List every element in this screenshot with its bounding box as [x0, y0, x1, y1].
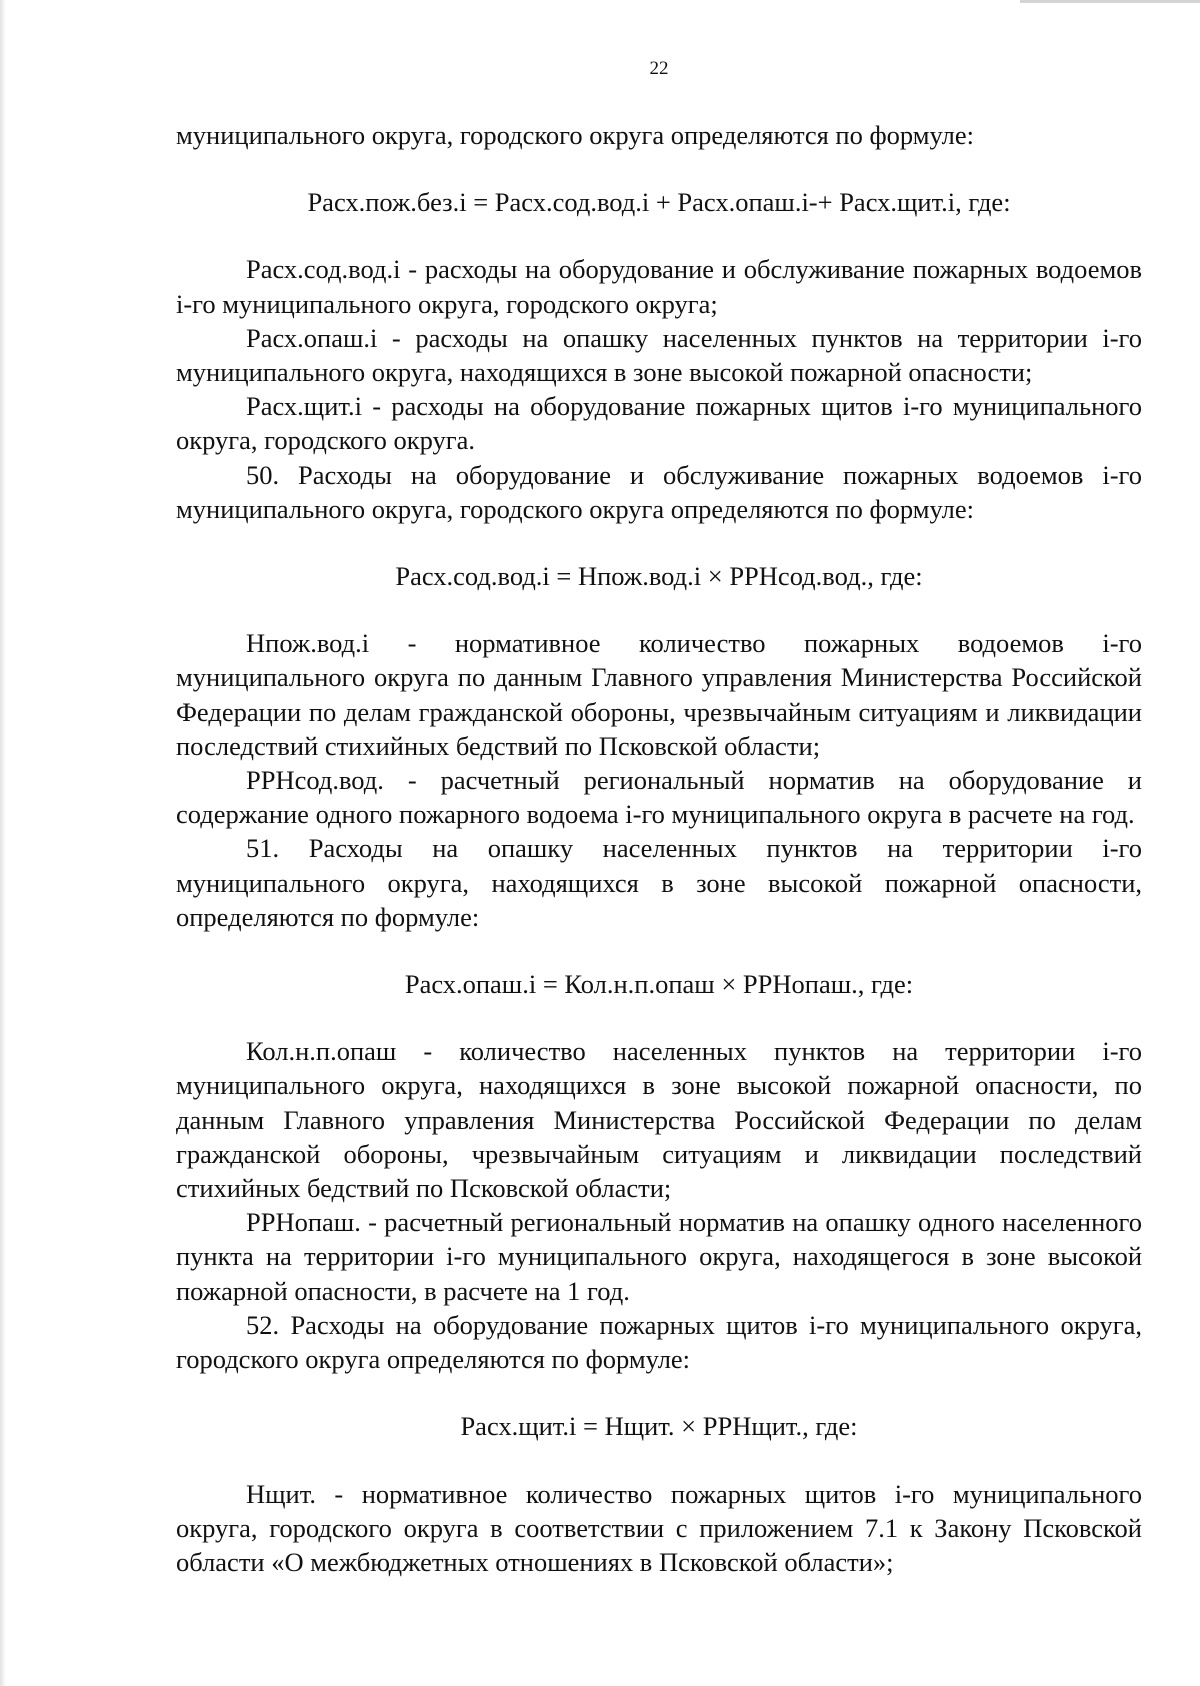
clause-52: 52. Расходы на оборудование пожарных щитов i-го муниципального округа, городского округа определяются по формуле: [176, 1309, 1142, 1375]
document-body [176, 118, 1142, 1579]
definition-reservoir-norm: РРНсод.вод. - расчетный региональный норматив на оборудование и содержание одного пожарного водоема i-го муниципального округа в расчете на год. [176, 765, 1142, 830]
definition-water-reservoirs: Расх.сод.вод.i - расходы на оборудование и обслуживание пожарных водоемов i-го муниципального округа, городского округа; [176, 254, 1142, 319]
formula-fire-shields: Расх.щит.i = Нщит. × РРНщит., где: [460, 1411, 858, 1442]
definition-fire-shields: Расх.щит.i - расходы на оборудование пожарных щитов i-го муниципального округа, городского округа. [176, 391, 1142, 456]
page-number: 22 [649, 58, 669, 79]
formula-plowing: Расх.опаш.i = Кол.н.п.опаш × РРНопаш., где: [404, 969, 914, 1000]
formula-water-reservoirs: Расх.сод.вод.i = Нпож.вод.i × РРНсод.вод., где: [395, 561, 923, 592]
clause-50: 50. Расходы на оборудование и обслуживание пожарных водоемов i-го муниципального округа, городского округа определяются по формуле: [176, 459, 1142, 524]
clause-51: 51. Расходы на опашку населенных пунктов на территории i-го муниципального округа, находящихся в зоне высокой пожарной опасности, определяются по формуле: [176, 833, 1142, 932]
scan-edge-top [1020, 0, 1200, 3]
definition-shield-count: Нщит. - нормативное количество пожарных щитов i-го муниципального округа, городского округа в соответствии с приложением 7.1 к Закону Псковской области «О межбюджетных отношениях в Псковской области»; [176, 1478, 1142, 1577]
definition-reservoir-count: Нпож.вод.i - нормативное количество пожарных водоемов i-го муниципального округа по данным Главного управления Министерства Российской Федерации по делам гражданской обороны, чрезвычайным ситуациям и ликвидации последствий стихийных бедствий по Псковской области; [176, 628, 1142, 761]
definition-plowing: Расх.опаш.i - расходы на опашку населенных пунктов на территории i-го муниципального округа, находящихся в зоне высокой пожарной опасности; [176, 322, 1142, 388]
paragraph-intro: муниципального округа, городского округа определяются по формуле: [176, 120, 974, 150]
definition-plowing-norm: РРНопаш. - расчетный региональный норматив на опашку одного населенного пункта на территории i-го муниципального округа, находящегося в зоне высокой пожарной опасности, в расчете на 1 год. [176, 1207, 1142, 1306]
definition-settlement-count: Кол.н.п.опаш - количество населенных пунктов на территории i-го муниципального округа, находящихся в зоне высокой пожарной опасности, по данным Главного управления Министерства Российской Федерации по делам гражданской обороны, чрезвычайным ситуациям и ликвидации последствий стихийных бедствий по Псковской области; [176, 1036, 1142, 1204]
scan-edge-left [0, 0, 6, 1686]
formula-fire-safety-total: Расх.пож.без.i = Расх.сод.вод.i + Расх.опаш.i-+ Расх.щит.i, где: [307, 187, 1011, 218]
